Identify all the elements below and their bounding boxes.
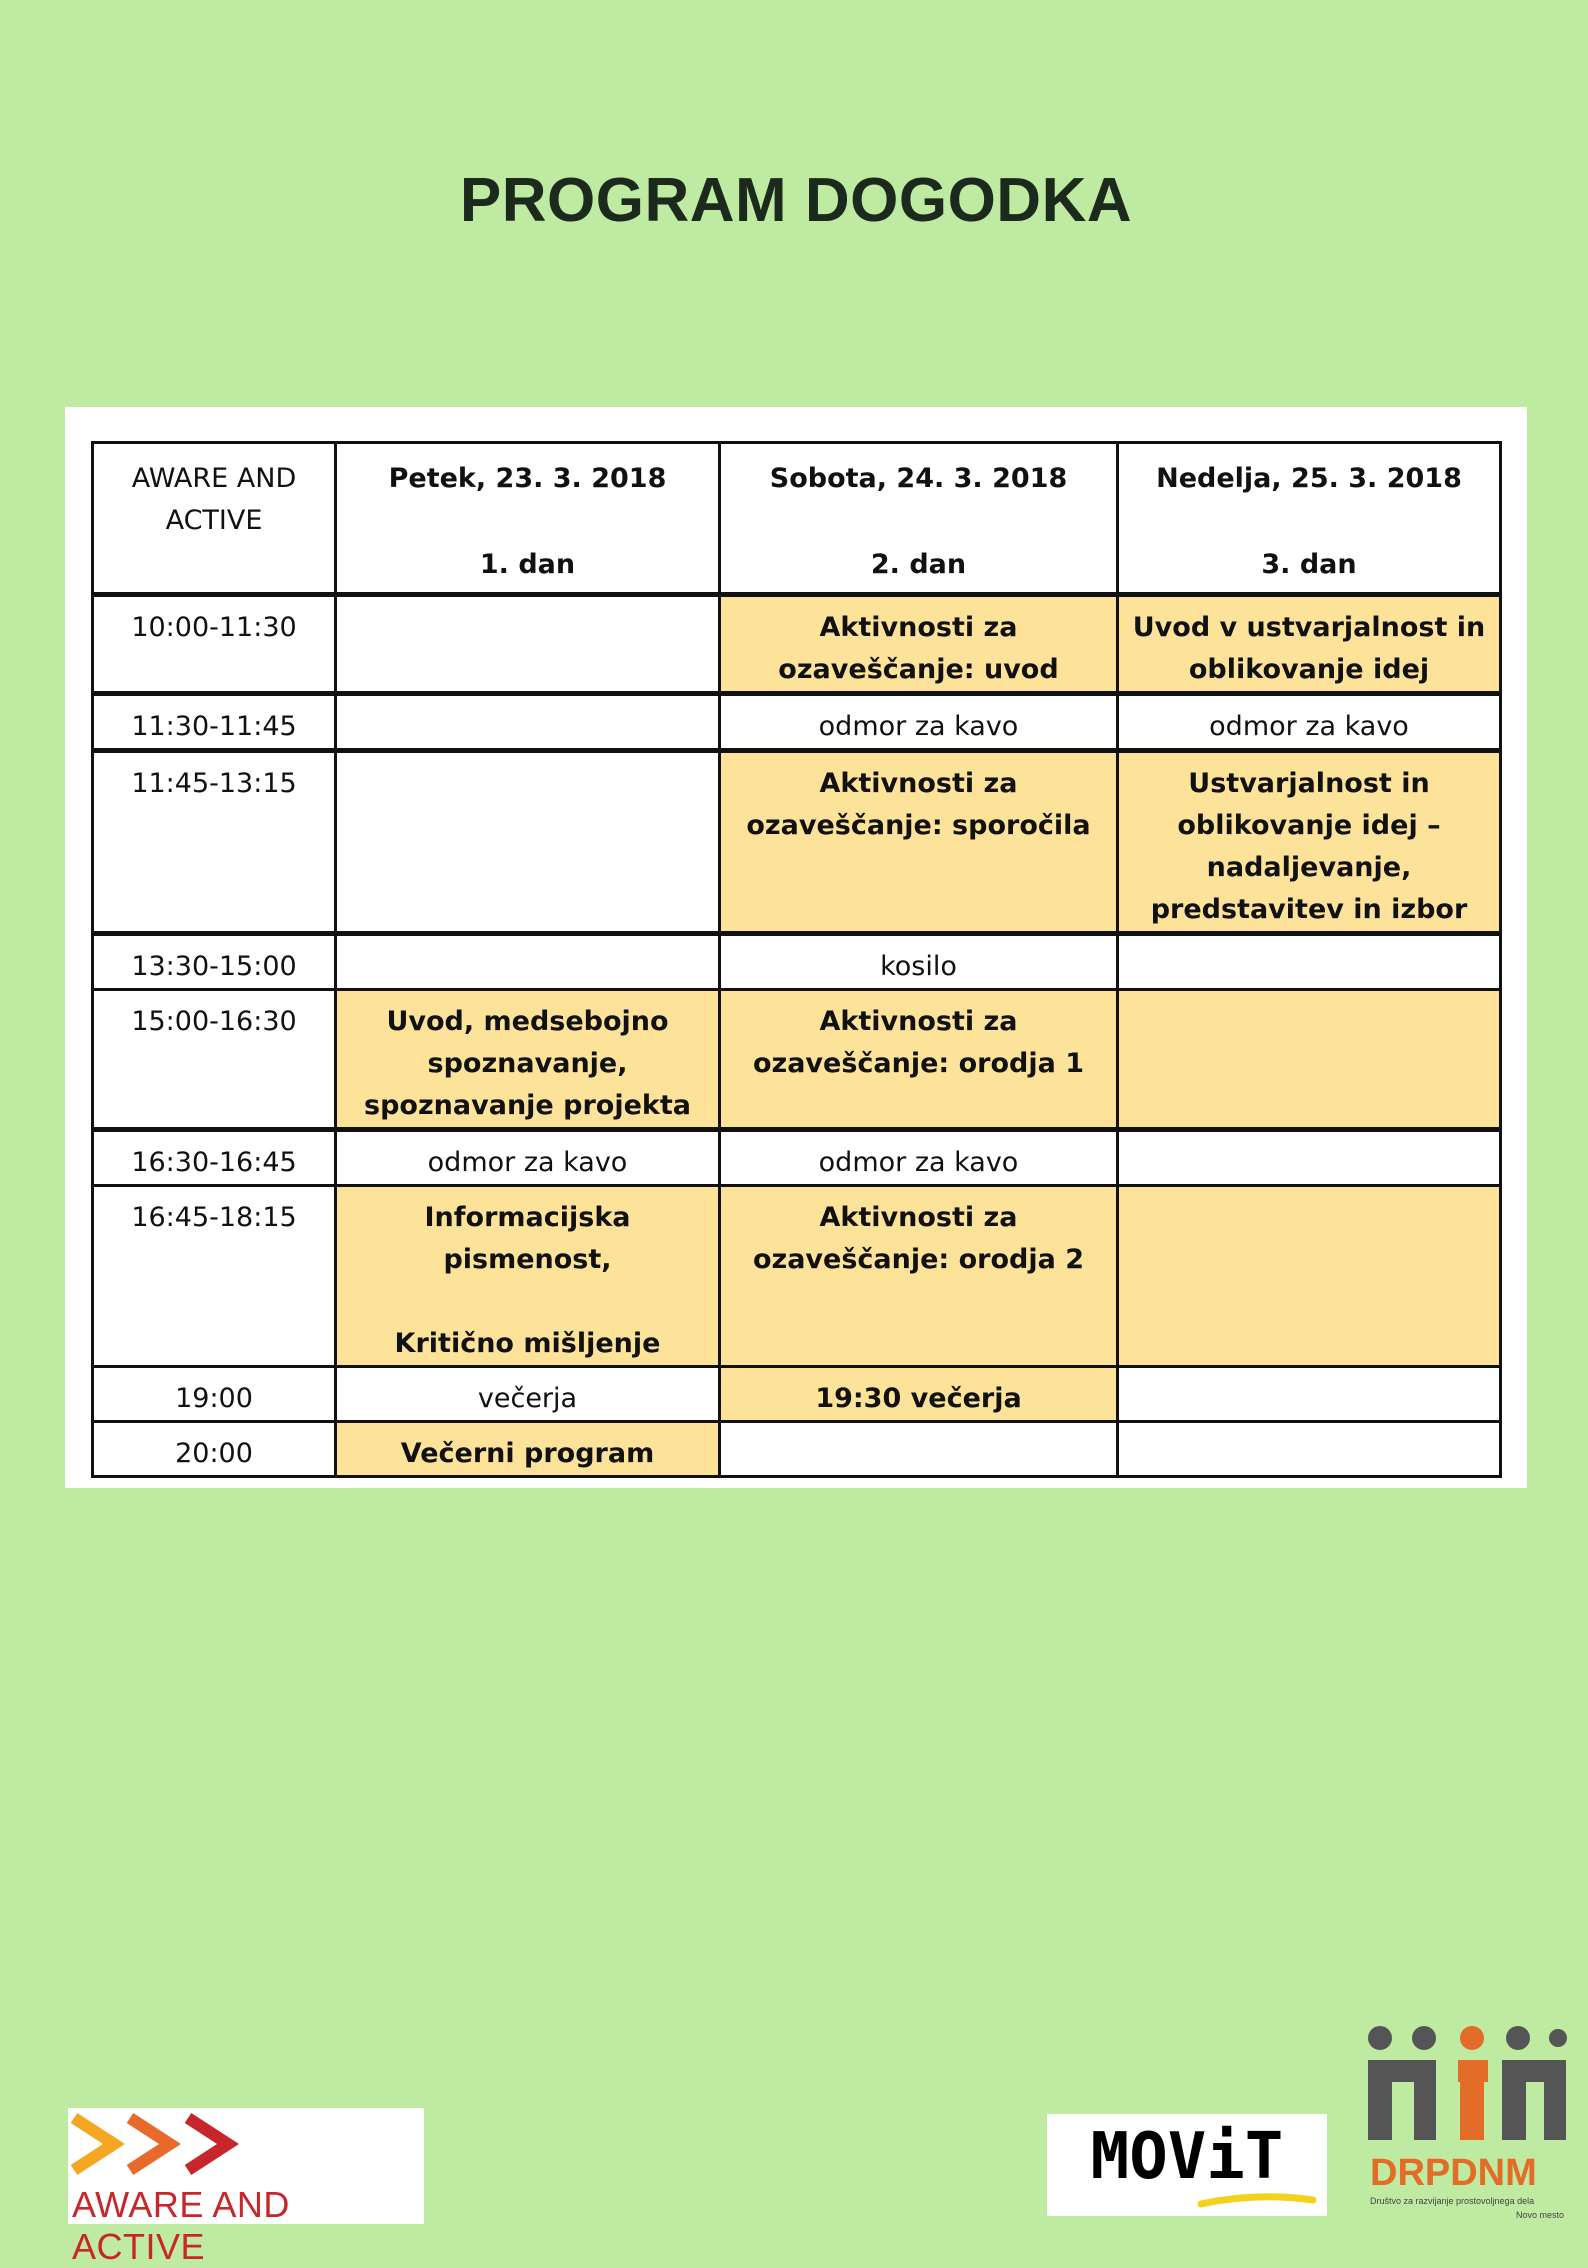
schedule-cell: odmor za kavo: [1118, 694, 1501, 751]
day-header-3: [1118, 443, 1501, 595]
schedule-cell: odmor za kavo: [336, 1130, 720, 1186]
schedule-cell: [1118, 990, 1501, 1130]
movit-logo: [1047, 2114, 1327, 2216]
schedule-cell: Aktivnosti za ozaveščanje: orodja 1: [720, 990, 1118, 1130]
day-header-1: [336, 443, 720, 595]
schedule-cell: Ustvarjalnost in oblikovanje idej – nadaljevanje, predstavitev in izbor: [1118, 751, 1501, 934]
schedule-cell: odmor za kavo: [720, 694, 1118, 751]
schedule-cell: Aktivnosti za ozaveščanje: sporočila: [720, 751, 1118, 934]
time-cell: 13:30-15:00: [93, 934, 336, 990]
logo-city: Novo mesto: [1515, 2210, 1564, 2220]
cell-line: Informacijska pismenost,: [424, 1202, 631, 1275]
schedule-cell: večerja: [336, 1367, 720, 1422]
day-label: 2. dan: [870, 549, 967, 580]
table-row: [93, 1367, 1501, 1422]
schedule-cell: [1118, 1422, 1501, 1477]
day-label: 1. dan: [479, 549, 576, 580]
schedule-cell: [1118, 934, 1501, 990]
time-cell: 15:00-16:30: [93, 990, 336, 1130]
schedule-cell: odmor za kavo: [720, 1130, 1118, 1186]
logo-text: AWARE AND ACTIVE: [72, 2184, 290, 2267]
schedule-cell: [1118, 1367, 1501, 1422]
header-row: [93, 443, 1501, 595]
schedule-cell: [336, 694, 720, 751]
table-row: [93, 1422, 1501, 1477]
logo-subtitle: Društvo za razvijanje prostovoljnega dela: [1370, 2196, 1535, 2206]
table-row: [93, 1186, 1501, 1367]
schedule-cell: [336, 1186, 720, 1367]
time-cell: 20:00: [93, 1422, 336, 1477]
table-row: [93, 1130, 1501, 1186]
schedule-cell: Uvod, medsebojno spoznavanje, spoznavanje projekta: [336, 990, 720, 1130]
table-row: [93, 751, 1501, 934]
schedule-cell: Aktivnosti za ozaveščanje: orodja 2: [720, 1186, 1118, 1367]
corner-label: AWARE AND ACTIVE: [93, 443, 336, 595]
underline-swoosh-icon: [1197, 2190, 1317, 2210]
time-cell: 16:30-16:45: [93, 1130, 336, 1186]
table-row: [93, 990, 1501, 1130]
schedule-table: [91, 441, 1502, 1478]
schedule-cell: Večerni program: [336, 1422, 720, 1477]
schedule-cell: [336, 934, 720, 990]
table-row: [93, 694, 1501, 751]
day-header-2: [720, 443, 1118, 595]
drpdnm-logo: [1362, 2024, 1568, 2232]
schedule-cell: Aktivnosti za ozaveščanje: uvod: [720, 595, 1118, 694]
day-date: Petek, 23. 3. 2018: [388, 463, 667, 494]
day-date: Sobota, 24. 3. 2018: [769, 463, 1068, 494]
time-cell: 11:30-11:45: [93, 694, 336, 751]
logo-text: DRPDNM: [1370, 2152, 1537, 2194]
logo-text: MOViT: [1090, 2120, 1284, 2194]
cell-line: Kritično mišljenje: [394, 1328, 661, 1359]
schedule-cell: [336, 751, 720, 934]
triple-chevron-arrows-icon: [70, 2110, 290, 2180]
time-cell: 10:00-11:30: [93, 595, 336, 694]
time-cell: 19:00: [93, 1367, 336, 1422]
time-cell: 11:45-13:15: [93, 751, 336, 934]
page-title: PROGRAM DOGODKA: [459, 166, 1133, 235]
schedule-cell: [720, 1422, 1118, 1477]
day-date: Nedelja, 25. 3. 2018: [1156, 463, 1462, 494]
schedule-cell: kosilo: [720, 934, 1118, 990]
schedule-cell: [1118, 1186, 1501, 1367]
schedule-cell: [1118, 1130, 1501, 1186]
schedule-cell: Uvod v ustvarjalnost in oblikovanje idej: [1118, 595, 1501, 694]
aware-and-active-logo: [68, 2108, 424, 2267]
schedule-cell: [336, 595, 720, 694]
schedule-cell: 19:30 večerja: [720, 1367, 1118, 1422]
table-row: [93, 934, 1501, 990]
day-label: 3. dan: [1261, 549, 1357, 580]
time-cell: 16:45-18:15: [93, 1186, 336, 1367]
people-figures-icon: [1362, 2024, 1568, 2150]
table-row: [93, 595, 1501, 694]
